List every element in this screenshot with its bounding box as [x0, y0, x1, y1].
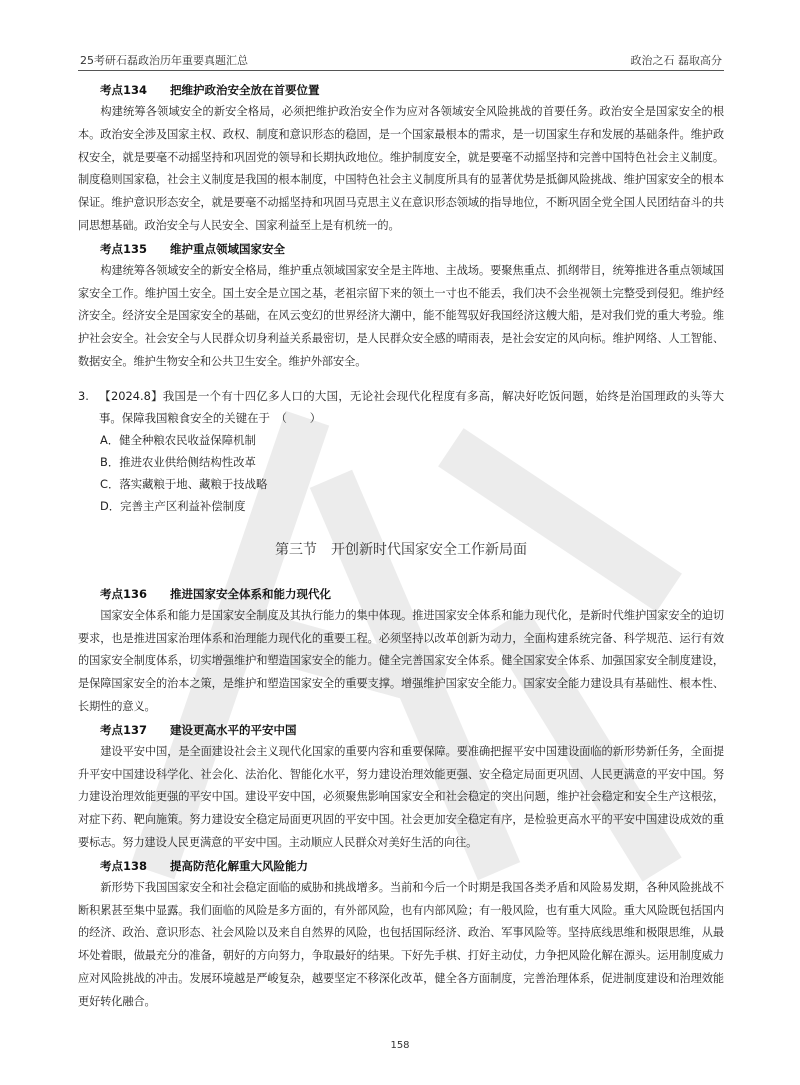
- knowledge-point-135-body: 构建统筹各领域安全的新安全格局，维护重点领域国家安全是主阵地、主战场。要聚焦重点、抓纲带目，统筹推进各重点领域国家安全工作。维护国土安全。国土安全是立国之基，老祖宗留下来的领土一寸也不能丢，我们决不会坐视领土完整受到侵犯。维护经济安全。经济安全是国家安全的基础，在风云变幻的世界经济大潮中，能不能驾驭好我国经济这艘大船，是对我们党的重大考验。维护社会安全。社会安全与人民群众切身利益关系最密切，是人民群众安全感的晴雨表，是社会安定的风向标。维护网络、人工智能、数据安全。维护生物安全和公共卫生安全。维护外部安全。: [78, 263, 724, 368]
- knowledge-point-title: 提高防范化解重大风险能力: [170, 858, 308, 873]
- option-c: C．落实藏粮于地、藏粮于技战略: [100, 476, 268, 491]
- knowledge-point-number: 考点135: [100, 241, 148, 256]
- knowledge-point-title: 维护重点领域国家安全: [170, 241, 285, 256]
- page-header: [78, 48, 724, 71]
- page-number: 158: [390, 1040, 410, 1051]
- option-b: B．推进农业供给侧结构性改革: [100, 454, 256, 469]
- header-left-title: 25考研石磊政治历年重要真题汇总: [80, 54, 248, 67]
- knowledge-point-137-body: 建设平安中国，是全面建设社会主义现代化国家的重要内容和重要保障。要准确把握平安中国建设面临的新形势新任务，全面提升平安中国建设科学化、社会化、法治化、智能化水平，努力建设治理效能更强、安全稳定局面更巩固、人民更满意的平安中国。努力建设治理效能更强的平安中国。建设平安中国，必须聚焦影响国家安全和社会稳定的突出问题，维护社会稳定和安全生产这根弦，对症下药、靶向施策。努力建设安全稳定局面更巩固的平安中国。社会更加安全稳定有序，是检验更高水平的平安中国建设成效的重要标志。努力建设人民更满意的平安中国。主动顺应人民群众对美好生活的向往。: [78, 744, 724, 849]
- exam-question: [78, 385, 724, 517]
- question-stem: [78, 385, 724, 429]
- knowledge-point-135-heading: [78, 238, 724, 260]
- knowledge-point-number: 考点137: [100, 722, 148, 737]
- question-stem-text: 【2024.8】我国是一个有十四亿多人口的大国，无论社会现代化程度有多高，解决好吃饭问题，始终是治国理政的头等大事。保障我国粮食安全的关键在于 （ ）: [99, 388, 724, 425]
- knowledge-point-title: 推进国家安全体系和能力现代化: [170, 586, 331, 601]
- knowledge-point-138-body: 新形势下我国国家安全和社会稳定面临的威胁和挑战增多。当前和今后一个时期是我国各类矛盾和风险易发期，各种风险挑战不断积累甚至集中显露。我们面临的风险是多方面的，有外部风险，也有内部风险；有一般风险，也有重大风险。重大风险既包括国内的经济、政治、意识形态、社会风险以及来自自然界的风险，也包括国际经济、政治、军事风险等。坚持底线思维和极限思维，从最坏处着眼，做最充分的准备，朝好的方向努力，争取最好的结果。下好先手棋、打好主动仗，力争把风险化解在源头。运用制度威力应对风险挑战的冲击。发展环境越是严峻复杂，越要坚定不移深化改革，健全各方面制度，完善治理体系，促进制度建设和治理效能更好转化融合。: [78, 880, 724, 1008]
- header-right-slogan: 政治之石 磊取高分: [630, 54, 722, 67]
- page-content: [78, 79, 724, 1014]
- option-d: D．完善主产区利益补偿制度: [100, 498, 246, 513]
- knowledge-point-134-body: 构建统筹各领域安全的新安全格局，必须把维护政治安全作为应对各领域安全风险挑战的首要任务。政治安全是国家安全的根本。政治安全涉及国家主权、政权、制度和意识形态的稳固，是一个国家最根本的需求，是一切国家生存和发展的基础条件。维护政权安全，就是要毫不动摇坚持和巩固党的领导和长期执政地位。维护制度安全，就是要毫不动摇坚持和完善中国特色社会主义制度。制度稳则国家稳，社会主义制度是我国的根本制度，中国特色社会主义制度所具有的显著优势是抵御风险挑战、维护国家安全的根本保证。维护意识形态安全，就是要毫不动摇坚持和巩固马克思主义在意识形态领域的指导地位，不断巩固全党全国人民团结奋斗的共同思想基础。政治安全与人民安全、国家利益至上是有机统一的。: [78, 105, 724, 232]
- section-title: 第三节 开创新时代国家安全工作新局面: [275, 541, 527, 558]
- knowledge-point-138-heading: [78, 855, 724, 877]
- knowledge-point-title: 把维护政治安全放在首要位置: [170, 83, 320, 97]
- knowledge-point-134-heading: [78, 79, 724, 101]
- option-a: A．健全种粮农民收益保障机制: [100, 432, 256, 447]
- knowledge-point-number: 考点134: [100, 83, 148, 97]
- knowledge-point-136-body: 国家安全体系和能力是国家安全制度及其执行能力的集中体现。推进国家安全体系和能力现代化，是新时代维护国家安全的迫切要求，也是推进国家治理体系和治理能力现代化的重要工程。必须坚持以改革创新为动力，全面构建系统完备、科学规范、运行有效的国家安全制度体系，切实增强维护和塑造国家安全的能力。健全完善国家安全体系。健全国家安全体系、加强国家安全制度建设，是保障国家安全的治本之策，是维护和塑造国家安全的重要支撑。增强维护国家安全能力。国家安全能力建设具有基础性、根本性、长期性的意义。: [78, 608, 724, 713]
- knowledge-point-136-heading: [78, 583, 724, 605]
- knowledge-point-number: 考点136: [100, 586, 148, 601]
- question-number: 3.: [78, 388, 89, 403]
- knowledge-point-number: 考点138: [100, 858, 148, 873]
- knowledge-point-title: 建设更高水平的平安中国: [170, 722, 297, 737]
- knowledge-point-137-heading: [78, 719, 724, 741]
